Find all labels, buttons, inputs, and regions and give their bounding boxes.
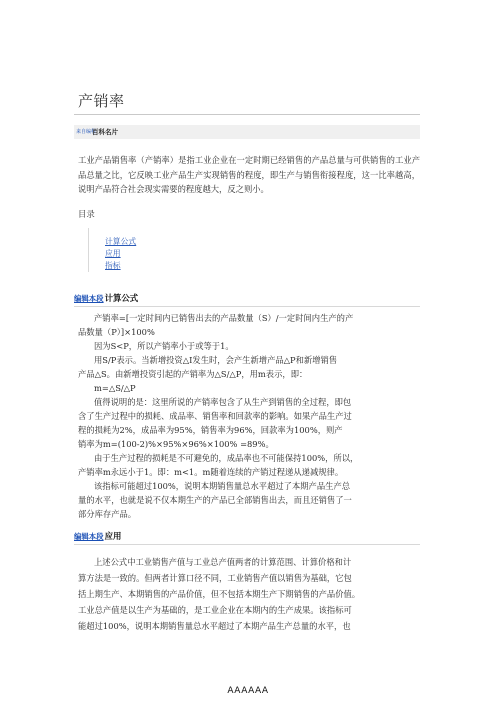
application-line: 算方法是一致的。但两者计算口径不同，工业销售产值以销售为基础，它包 xyxy=(78,573,352,583)
title-divider xyxy=(74,114,420,115)
formula-line: 值得说明的是：这里所说的产销率包含了从生产到销售的全过程，即包 xyxy=(94,397,352,407)
formula-line: 因为S<P，所以产销率小于或等于1。 xyxy=(94,341,234,351)
source-name: 百科名片 xyxy=(92,128,118,136)
toc-link-application[interactable]: 应用 xyxy=(105,249,121,258)
edit-section-link[interactable]: 编辑本段 xyxy=(74,532,104,541)
application-line: 工业总产值是以生产为基础的，是工业企业在本期内的生产成果。该指标可 xyxy=(78,605,352,615)
source-link[interactable]: 来自编程 xyxy=(76,129,97,135)
formula-line: m=△S/△P xyxy=(94,383,136,393)
section-title: 应用 xyxy=(104,531,122,541)
section-divider xyxy=(74,306,420,307)
intro-paragraph: 工业产品销售率（产销率）是指工业企业在一定时期已经销售的产品总量与可供销售的工业产品总量之比，它反映工业产品生产实现销售的程度，即生产与销售衔接程度，这一比率越高，说明产品符合社会现实需要的程度越大，反之则小。 xyxy=(78,155,420,195)
section-heading-application xyxy=(74,530,121,542)
toc-link-formula[interactable]: 计算公式 xyxy=(105,237,137,246)
source-bar xyxy=(74,125,420,139)
formula-line: 部分库存产品。 xyxy=(78,509,137,519)
edit-section-link[interactable]: 编辑本段 xyxy=(74,294,104,303)
page-footer: AAAAAA xyxy=(227,686,269,696)
section-divider xyxy=(74,544,420,545)
formula-line: 程的损耗为2%，成品率为95%，销售率为96%，回款率为100%，则产 xyxy=(78,425,343,435)
toc-label: 目录 xyxy=(78,209,95,219)
formula-line: 量的水平，也就是说不仅本期生产的产品已全部销售出去，而且还销售了一 xyxy=(78,495,352,505)
formula-line: 产销率m永远小于1。即：m<1。m随着连续的产销过程递从递减规律。 xyxy=(78,467,344,477)
application-line: 上述公式中工业销售产值与工业总产值两者的计算范围、计算价格和计 xyxy=(94,557,352,567)
application-line: 能超过100%，说明本期销售量总水平超过了本期产品生产总量的水平，也 xyxy=(78,621,351,631)
toc-link-indicator[interactable]: 指标 xyxy=(105,261,121,270)
table-of-contents xyxy=(88,228,189,272)
section-title: 计算公式 xyxy=(104,293,139,303)
formula-line: 由于生产过程的损耗是不可避免的，成品率也不可能保持100%，所以， xyxy=(94,453,359,463)
formula-line: 销率为m=(100-2)%×95%×96%×100% =89%。 xyxy=(78,439,274,449)
application-line: 括上期生产、本期销售的产品价值，但不包括本期生产下期销售的产品价值。 xyxy=(78,589,361,599)
section-heading-formula xyxy=(74,292,138,304)
formula-line: 含了生产过程中的损耗、成品率、销售率和回款率的影响。如果产品生产过 xyxy=(78,411,352,421)
formula-line: 用S/P表示。当新增投资△I发生时，会产生新增产品△P和新增销售 xyxy=(94,355,338,365)
formula-line: 品数量（P）]×100% xyxy=(78,327,155,337)
formula-line: 产品△S。由新增投资引起的产销率为△S/△P，用m表示，即： xyxy=(78,369,308,379)
page-title: 产销率 xyxy=(78,92,125,110)
formula-line: 产销率=[一定时间内已销售出去的产品数量（S）/一定时间内生产的产 xyxy=(94,313,354,323)
formula-line: 该指标可能超过100%，说明本期销售量总水平超过了本期产品生产总 xyxy=(94,481,351,491)
